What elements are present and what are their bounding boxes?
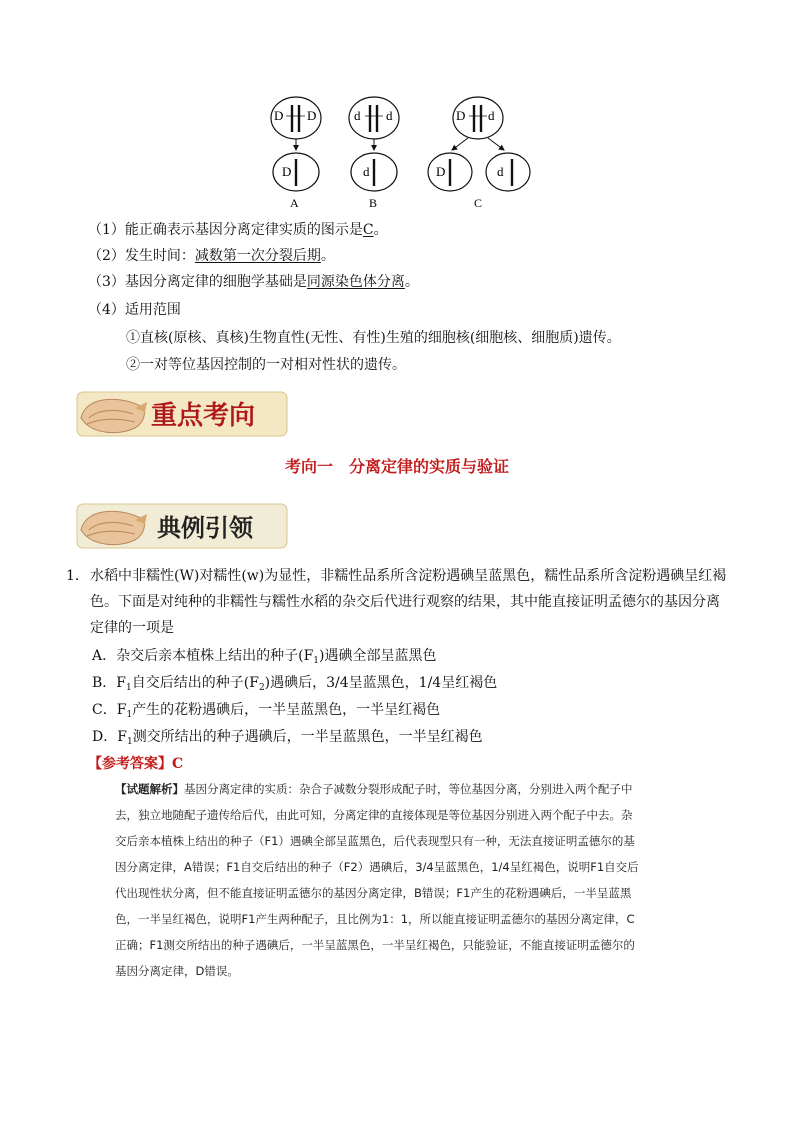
a-top-right-allele: D	[307, 108, 317, 123]
b-top-left-allele: d	[354, 108, 361, 123]
analysis-line-3: 交后亲本植株上结出的种子（F1）遇碘全部呈蓝黑色，后代表现型只有一种，无法直接证明孟德尔的基	[115, 834, 635, 848]
caption-b: B	[369, 196, 378, 210]
option-d: D．$F_1$测交所结出的种子遇碘后，一半呈蓝黑色，一半呈红褐色	[92, 729, 483, 747]
diagram-b	[349, 97, 399, 210]
point-3: （3）基因分离定律的细胞学基础是同源染色体分离。	[88, 274, 419, 290]
option-c: C．$F_1$产生的花粉遇碘后，一半呈蓝黑色，一半呈红褐色	[92, 702, 441, 720]
caption-c: C	[474, 196, 483, 210]
c-top-left-allele: D	[456, 108, 466, 123]
point-4-b: ②一对等位基因控制的一对相对性状的遗传。	[126, 357, 406, 373]
analysis-line-1: 【试题解析】基因分离定律的实质：杂合子减数分裂形成配子时，等位基因分离，分别进入两个配子中	[115, 782, 633, 796]
analysis-line-6: 色，一半呈红褐色，说明F1产生两种配子，且比例为1：1，所以能直接证明孟德尔的基因分离定律，C	[115, 912, 635, 926]
point-1: （1）能正确表示基因分离定律实质的图示是C。	[88, 222, 388, 238]
answer-value: C	[172, 756, 184, 772]
b-bottom-allele: d	[363, 164, 370, 179]
question-number: 1．	[66, 568, 89, 584]
option-b: B．$F_1$自交后结出的种子$(F_2)$遇碘后，3/4呈蓝黑色，1/4呈红褐色	[92, 675, 498, 693]
banner-example	[75, 500, 290, 552]
analysis-line-5: 代出现性状分离，但不能直接证明孟德尔的基因分离定律，B错误；F1产生的花粉遇碘后，一半呈蓝黑	[115, 886, 632, 900]
a-bottom-allele: D	[282, 164, 292, 179]
question-stem-1: 水稻中非糯性(W)对糯性(w)为显性，非糯性品系所含淀粉遇碘呈蓝黑色，糯性品系所含淀粉遇碘呈红褐	[90, 568, 727, 584]
c-bottom-left-allele: D	[436, 164, 446, 179]
option-a: A．杂交后亲本植株上结出的种子$(F_1)$遇碘全部呈蓝黑色	[92, 648, 437, 666]
analysis-line-7: 正确；F1测交所结出的种子遇碘后，一半呈蓝黑色，一半呈红褐色，只能验证，不能直接证明孟德尔的	[115, 938, 635, 952]
caption-a: A	[290, 196, 299, 210]
analysis-line-2: 去，独立地随配子遗传给后代，由此可知，分离定律的直接体现是等位基因分别进入两个配子中去。杂	[115, 808, 633, 822]
diagram-c	[428, 97, 530, 210]
diagram-a	[271, 97, 321, 210]
analysis-line-4: 因分离定律，A错误；F1自交后结出的种子（F2）遇碘后，3/4呈蓝黑色，1/4呈红褐色，说明F1自交后	[115, 860, 639, 874]
c-bottom-right-allele: d	[497, 164, 504, 179]
question-stem-3: 定律的一项是	[90, 620, 174, 636]
banner-example-text: 典例引领	[157, 513, 253, 542]
section-title: 考向一 分离定律的实质与验证	[284, 457, 509, 476]
analysis-line-8: 基因分离定律，D错误。	[115, 964, 239, 978]
analysis	[115, 776, 725, 984]
c-top-right-allele: d	[488, 108, 495, 123]
answer-label: 【参考答案】	[88, 756, 172, 772]
point-4: （4）适用范围	[88, 302, 181, 318]
point-4-a: ①直核(原核、真核)生物直性(无性、有性)生殖的细胞核(细胞核、细胞质)遗传。	[126, 330, 621, 346]
b-top-right-allele: d	[386, 108, 393, 123]
question-stem-2: 色。下面是对纯种的非糯性与糯性水稻的杂交后代进行观察的结果，其中能直接证明孟德尔的基因分离	[90, 594, 720, 610]
a-top-left-allele: D	[274, 108, 284, 123]
point-2: （2）发生时间：减数第一次分裂后期。	[88, 248, 335, 264]
reference-answer	[88, 754, 183, 774]
banner-focus	[75, 388, 290, 440]
banner-focus-text: 重点考向	[151, 401, 256, 431]
meiosis-diagram	[250, 92, 550, 212]
